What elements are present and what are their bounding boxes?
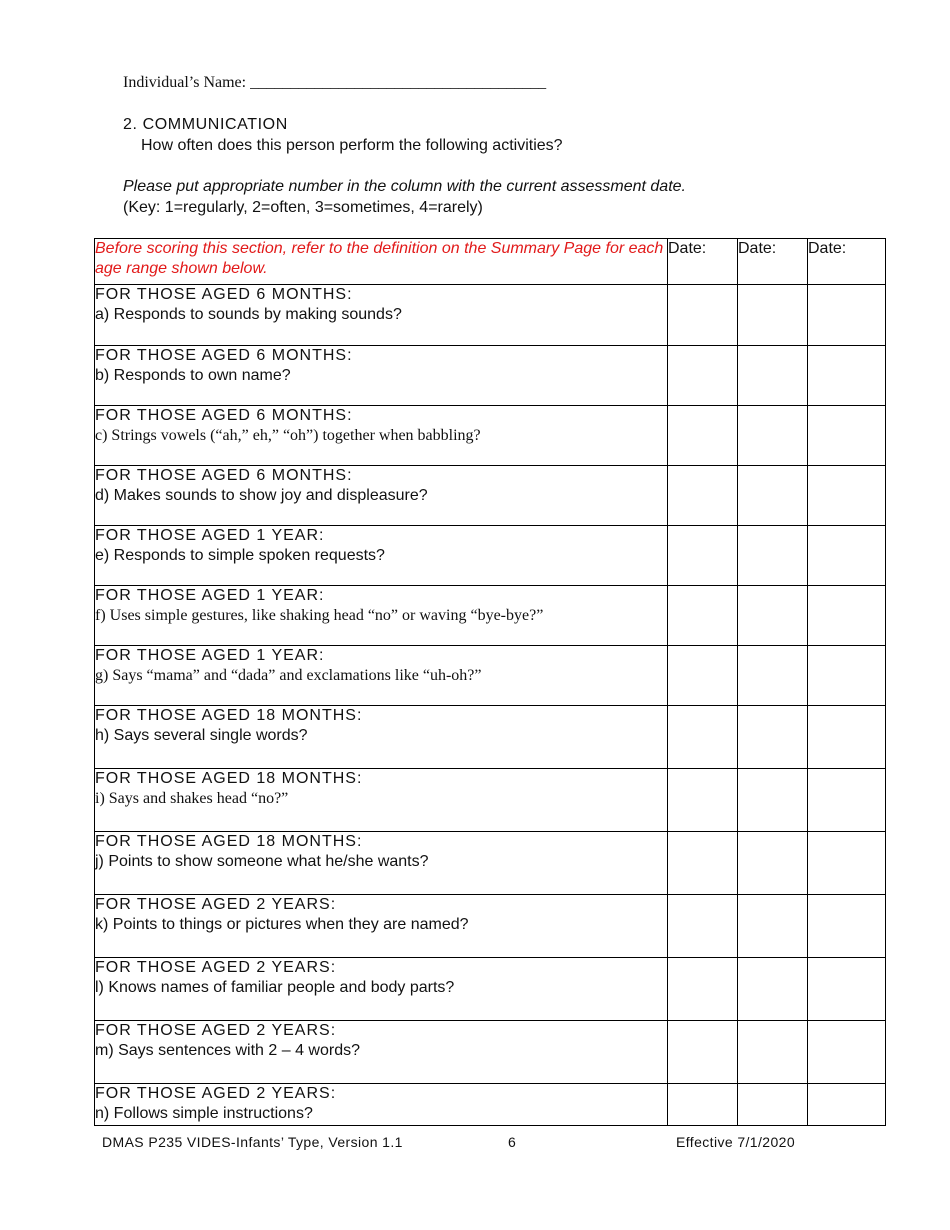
score-cell[interactable]: [738, 285, 808, 346]
activity-cell: [95, 466, 668, 526]
score-cell[interactable]: [668, 1021, 738, 1084]
score-cell[interactable]: [738, 958, 808, 1021]
age-range-label: FOR THOSE AGED 18 MONTHS:: [95, 707, 363, 724]
footer-form-id: DMAS P235 VIDES-Infants’ Type, Version 1.1: [102, 1134, 403, 1150]
activity-item: b) Responds to own name?: [95, 367, 291, 384]
age-range-label: FOR THOSE AGED 2 YEARS:: [95, 1022, 337, 1039]
score-cell[interactable]: [668, 466, 738, 526]
date-header-2[interactable]: Date:: [738, 239, 808, 285]
table-row: [95, 285, 886, 346]
table-row: [95, 1084, 886, 1126]
activity-cell: [95, 769, 668, 832]
activity-cell: [95, 706, 668, 769]
table-row: [95, 586, 886, 646]
activity-item: i) Says and shakes head “no?”: [95, 790, 289, 807]
score-cell[interactable]: [738, 1084, 808, 1126]
score-cell[interactable]: [738, 346, 808, 406]
age-range-label: FOR THOSE AGED 1 YEAR:: [95, 647, 325, 664]
table-row: [95, 706, 886, 769]
activity-item: f) Uses simple gestures, like shaking head “no” or waving “bye-bye?”: [95, 607, 544, 624]
activity-item: d) Makes sounds to show joy and displeasure?: [95, 487, 428, 504]
age-range-label: FOR THOSE AGED 18 MONTHS:: [95, 770, 363, 787]
table-row: [95, 346, 886, 406]
score-cell[interactable]: [808, 769, 886, 832]
score-cell[interactable]: [738, 526, 808, 586]
score-cell[interactable]: [738, 706, 808, 769]
activity-cell: [95, 346, 668, 406]
table-row: [95, 406, 886, 466]
score-cell[interactable]: [668, 706, 738, 769]
score-cell[interactable]: [808, 526, 886, 586]
score-cell[interactable]: [668, 958, 738, 1021]
score-cell[interactable]: [738, 406, 808, 466]
activity-item: a) Responds to sounds by making sounds?: [95, 306, 402, 323]
table-header-row: [95, 239, 886, 285]
table-row: [95, 526, 886, 586]
activity-cell: [95, 526, 668, 586]
activity-cell: [95, 1084, 668, 1126]
score-cell[interactable]: [808, 832, 886, 895]
score-cell[interactable]: [668, 769, 738, 832]
score-cell[interactable]: [668, 832, 738, 895]
activity-item: l) Knows names of familiar people and body parts?: [95, 979, 455, 996]
name-blank: _____________________________________: [250, 74, 547, 91]
age-range-label: FOR THOSE AGED 1 YEAR:: [95, 527, 325, 544]
score-cell[interactable]: [668, 526, 738, 586]
footer-page-number: 6: [508, 1134, 517, 1150]
score-cell[interactable]: [738, 586, 808, 646]
score-cell[interactable]: [668, 646, 738, 706]
score-cell[interactable]: [668, 1084, 738, 1126]
activity-item: h) Says several single words?: [95, 727, 308, 744]
activity-item: e) Responds to simple spoken requests?: [95, 547, 385, 564]
section-title: 2. COMMUNICATION: [123, 116, 288, 133]
age-range-label: FOR THOSE AGED 6 MONTHS:: [95, 347, 353, 364]
score-cell[interactable]: [808, 895, 886, 958]
assessment-table-body: [95, 239, 886, 1126]
table-row: [95, 466, 886, 526]
section-question: How often does this person perform the following activities?: [141, 137, 563, 154]
score-cell[interactable]: [808, 346, 886, 406]
score-cell[interactable]: [668, 285, 738, 346]
table-row: [95, 769, 886, 832]
activity-item: j) Points to show someone what he/she wants?: [95, 853, 429, 870]
name-label: Individual’s Name:: [123, 74, 247, 91]
activity-cell: [95, 586, 668, 646]
activity-item: g) Says “mama” and “dada” and exclamations like “uh-oh?”: [95, 667, 482, 684]
score-cell[interactable]: [738, 832, 808, 895]
score-cell[interactable]: [738, 646, 808, 706]
score-cell[interactable]: [668, 895, 738, 958]
age-range-label: FOR THOSE AGED 6 MONTHS:: [95, 467, 353, 484]
section-instruction: Please put appropriate number in the column with the current assessment date.: [123, 178, 686, 195]
score-cell[interactable]: [808, 646, 886, 706]
age-range-label: FOR THOSE AGED 1 YEAR:: [95, 587, 325, 604]
individual-name-line: [123, 74, 546, 92]
age-range-label: FOR THOSE AGED 6 MONTHS:: [95, 407, 353, 424]
assessment-table: [94, 238, 886, 1126]
activity-item: m) Says sentences with 2 – 4 words?: [95, 1042, 361, 1059]
score-cell[interactable]: [808, 285, 886, 346]
table-row: [95, 646, 886, 706]
table-row: [95, 895, 886, 958]
score-cell[interactable]: [668, 586, 738, 646]
score-cell[interactable]: [808, 1084, 886, 1126]
footer-effective-date: Effective 7/1/2020: [676, 1134, 796, 1150]
activity-cell: [95, 958, 668, 1021]
activity-cell: [95, 646, 668, 706]
age-range-label: FOR THOSE AGED 2 YEARS:: [95, 959, 337, 976]
activity-cell: [95, 406, 668, 466]
date-header-1[interactable]: Date:: [668, 239, 738, 285]
activity-cell: [95, 895, 668, 958]
age-range-label: FOR THOSE AGED 18 MONTHS:: [95, 833, 363, 850]
activity-cell: [95, 1021, 668, 1084]
score-cell[interactable]: [738, 1021, 808, 1084]
scoring-key: (Key: 1=regularly, 2=often, 3=sometimes, 4=rarely): [123, 199, 483, 216]
activity-item: n) Follows simple instructions?: [95, 1105, 313, 1122]
table-row: [95, 832, 886, 895]
score-cell[interactable]: [808, 466, 886, 526]
score-cell[interactable]: [668, 346, 738, 406]
score-cell[interactable]: [668, 406, 738, 466]
activity-item: c) Strings vowels (“ah,” eh,” “oh”) together when babbling?: [95, 427, 481, 444]
activity-cell: [95, 832, 668, 895]
score-cell[interactable]: [808, 958, 886, 1021]
date-header-3[interactable]: Date:: [808, 239, 886, 285]
scoring-note: Before scoring this section, refer to the definition on the Summary Page for each age range shown below.: [95, 239, 668, 285]
score-cell[interactable]: [738, 769, 808, 832]
score-cell[interactable]: [738, 895, 808, 958]
age-range-label: FOR THOSE AGED 2 YEARS:: [95, 896, 337, 913]
score-cell[interactable]: [808, 406, 886, 466]
score-cell[interactable]: [808, 586, 886, 646]
score-cell[interactable]: [808, 706, 886, 769]
activity-item: k) Points to things or pictures when they are named?: [95, 916, 469, 933]
age-range-label: FOR THOSE AGED 2 YEARS:: [95, 1085, 337, 1102]
table-row: [95, 1021, 886, 1084]
activity-cell: [95, 285, 668, 346]
score-cell[interactable]: [808, 1021, 886, 1084]
table-row: [95, 958, 886, 1021]
age-range-label: FOR THOSE AGED 6 MONTHS:: [95, 286, 353, 303]
score-cell[interactable]: [738, 466, 808, 526]
